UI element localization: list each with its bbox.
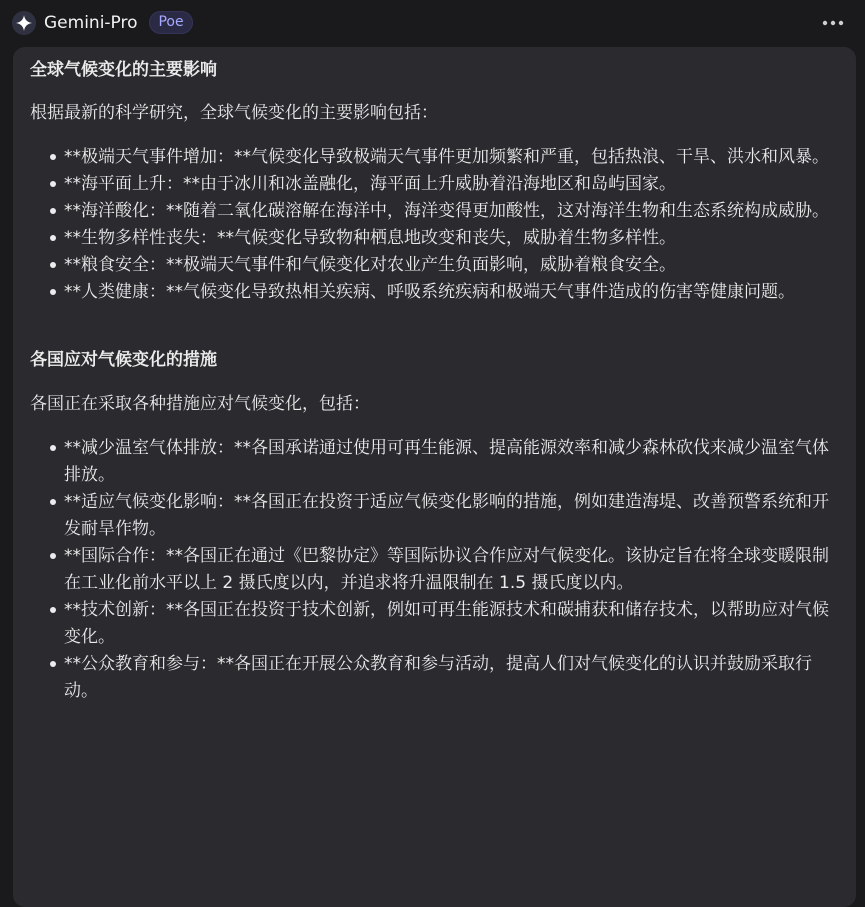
list-item	[30, 279, 842, 306]
list-item	[30, 225, 842, 252]
section-heading-measures: 各国应对气候变化的措施	[30, 350, 217, 370]
bot-name[interactable]: Gemini-Pro	[44, 13, 138, 33]
message-content	[30, 55, 842, 705]
list-item	[30, 144, 842, 171]
list-item-text: **粮食安全：**极端天气事件和气候变化对农业产生负面影响，威胁着粮食安全。	[64, 255, 676, 275]
sparkle-icon	[16, 15, 32, 31]
list-item-text: **公众教育和参与：**各国正在开展公众教育和参与活动，提高人们对气候变化的认识并鼓励采取行动。	[64, 654, 812, 701]
measures-list	[30, 435, 842, 705]
list-item-text: **适应气候变化影响：**各国正在投资于适应气候变化影响的措施，例如建造海堤、改善预警系统和开发耐旱作物。	[64, 492, 829, 539]
list-item	[30, 543, 842, 597]
list-item-text: **减少温室气体排放：**各国承诺通过使用可再生能源、提高能源效率和减少森林砍伐来减少温室气体排放。	[64, 438, 829, 485]
list-item-text: **极端天气事件增加：**气候变化导致极端天气事件更加频繁和严重，包括热浪、干旱、洪水和风暴。	[64, 147, 829, 167]
more-horizontal-icon	[822, 20, 844, 26]
list-item	[30, 198, 842, 225]
list-item-text: **人类健康：**气候变化导致热相关疾病、呼吸系统疾病和极端天气事件造成的伤害等健康问题。	[64, 282, 795, 302]
list-item	[30, 252, 842, 279]
list-item	[30, 171, 842, 198]
section-intro-measures: 各国正在采取各种措施应对气候变化，包括：	[30, 394, 370, 414]
more-options-button[interactable]	[818, 13, 848, 33]
list-item-text: **技术创新：**各国正在投资于技术创新，例如可再生能源技术和碳捕获和储存技术，以帮助应对气候变化。	[64, 600, 829, 647]
list-item	[30, 597, 842, 651]
list-item	[30, 651, 842, 705]
list-item-text: **海洋酸化：**随着二氧化碳溶解在海洋中，海洋变得更加酸性，这对海洋生物和生态系统构成威胁。	[64, 201, 829, 221]
list-item	[30, 489, 842, 543]
chat-header	[0, 0, 865, 46]
poe-badge: Poe	[149, 11, 193, 34]
list-item	[30, 435, 842, 489]
section-heading-impacts: 全球气候变化的主要影响	[30, 60, 217, 80]
section-intro-impacts: 根据最新的科学研究，全球气候变化的主要影响包括：	[30, 103, 438, 123]
list-item-text: **生物多样性丧失：**气候变化导致物种栖息地改变和丧失，威胁着生物多样性。	[64, 228, 676, 248]
bot-avatar[interactable]	[12, 11, 36, 35]
list-item-text: **海平面上升：**由于冰川和冰盖融化，海平面上升威胁着沿海地区和岛屿国家。	[64, 174, 676, 194]
impacts-list	[30, 144, 842, 306]
list-item-text: **国际合作：**各国正在通过《巴黎协定》等国际协议合作应对气候变化。该协定旨在将全球变暖限制在工业化前水平以上 2 摄氏度以内，并追求将升温限制在 1.5 摄氏度以内。	[64, 546, 829, 593]
